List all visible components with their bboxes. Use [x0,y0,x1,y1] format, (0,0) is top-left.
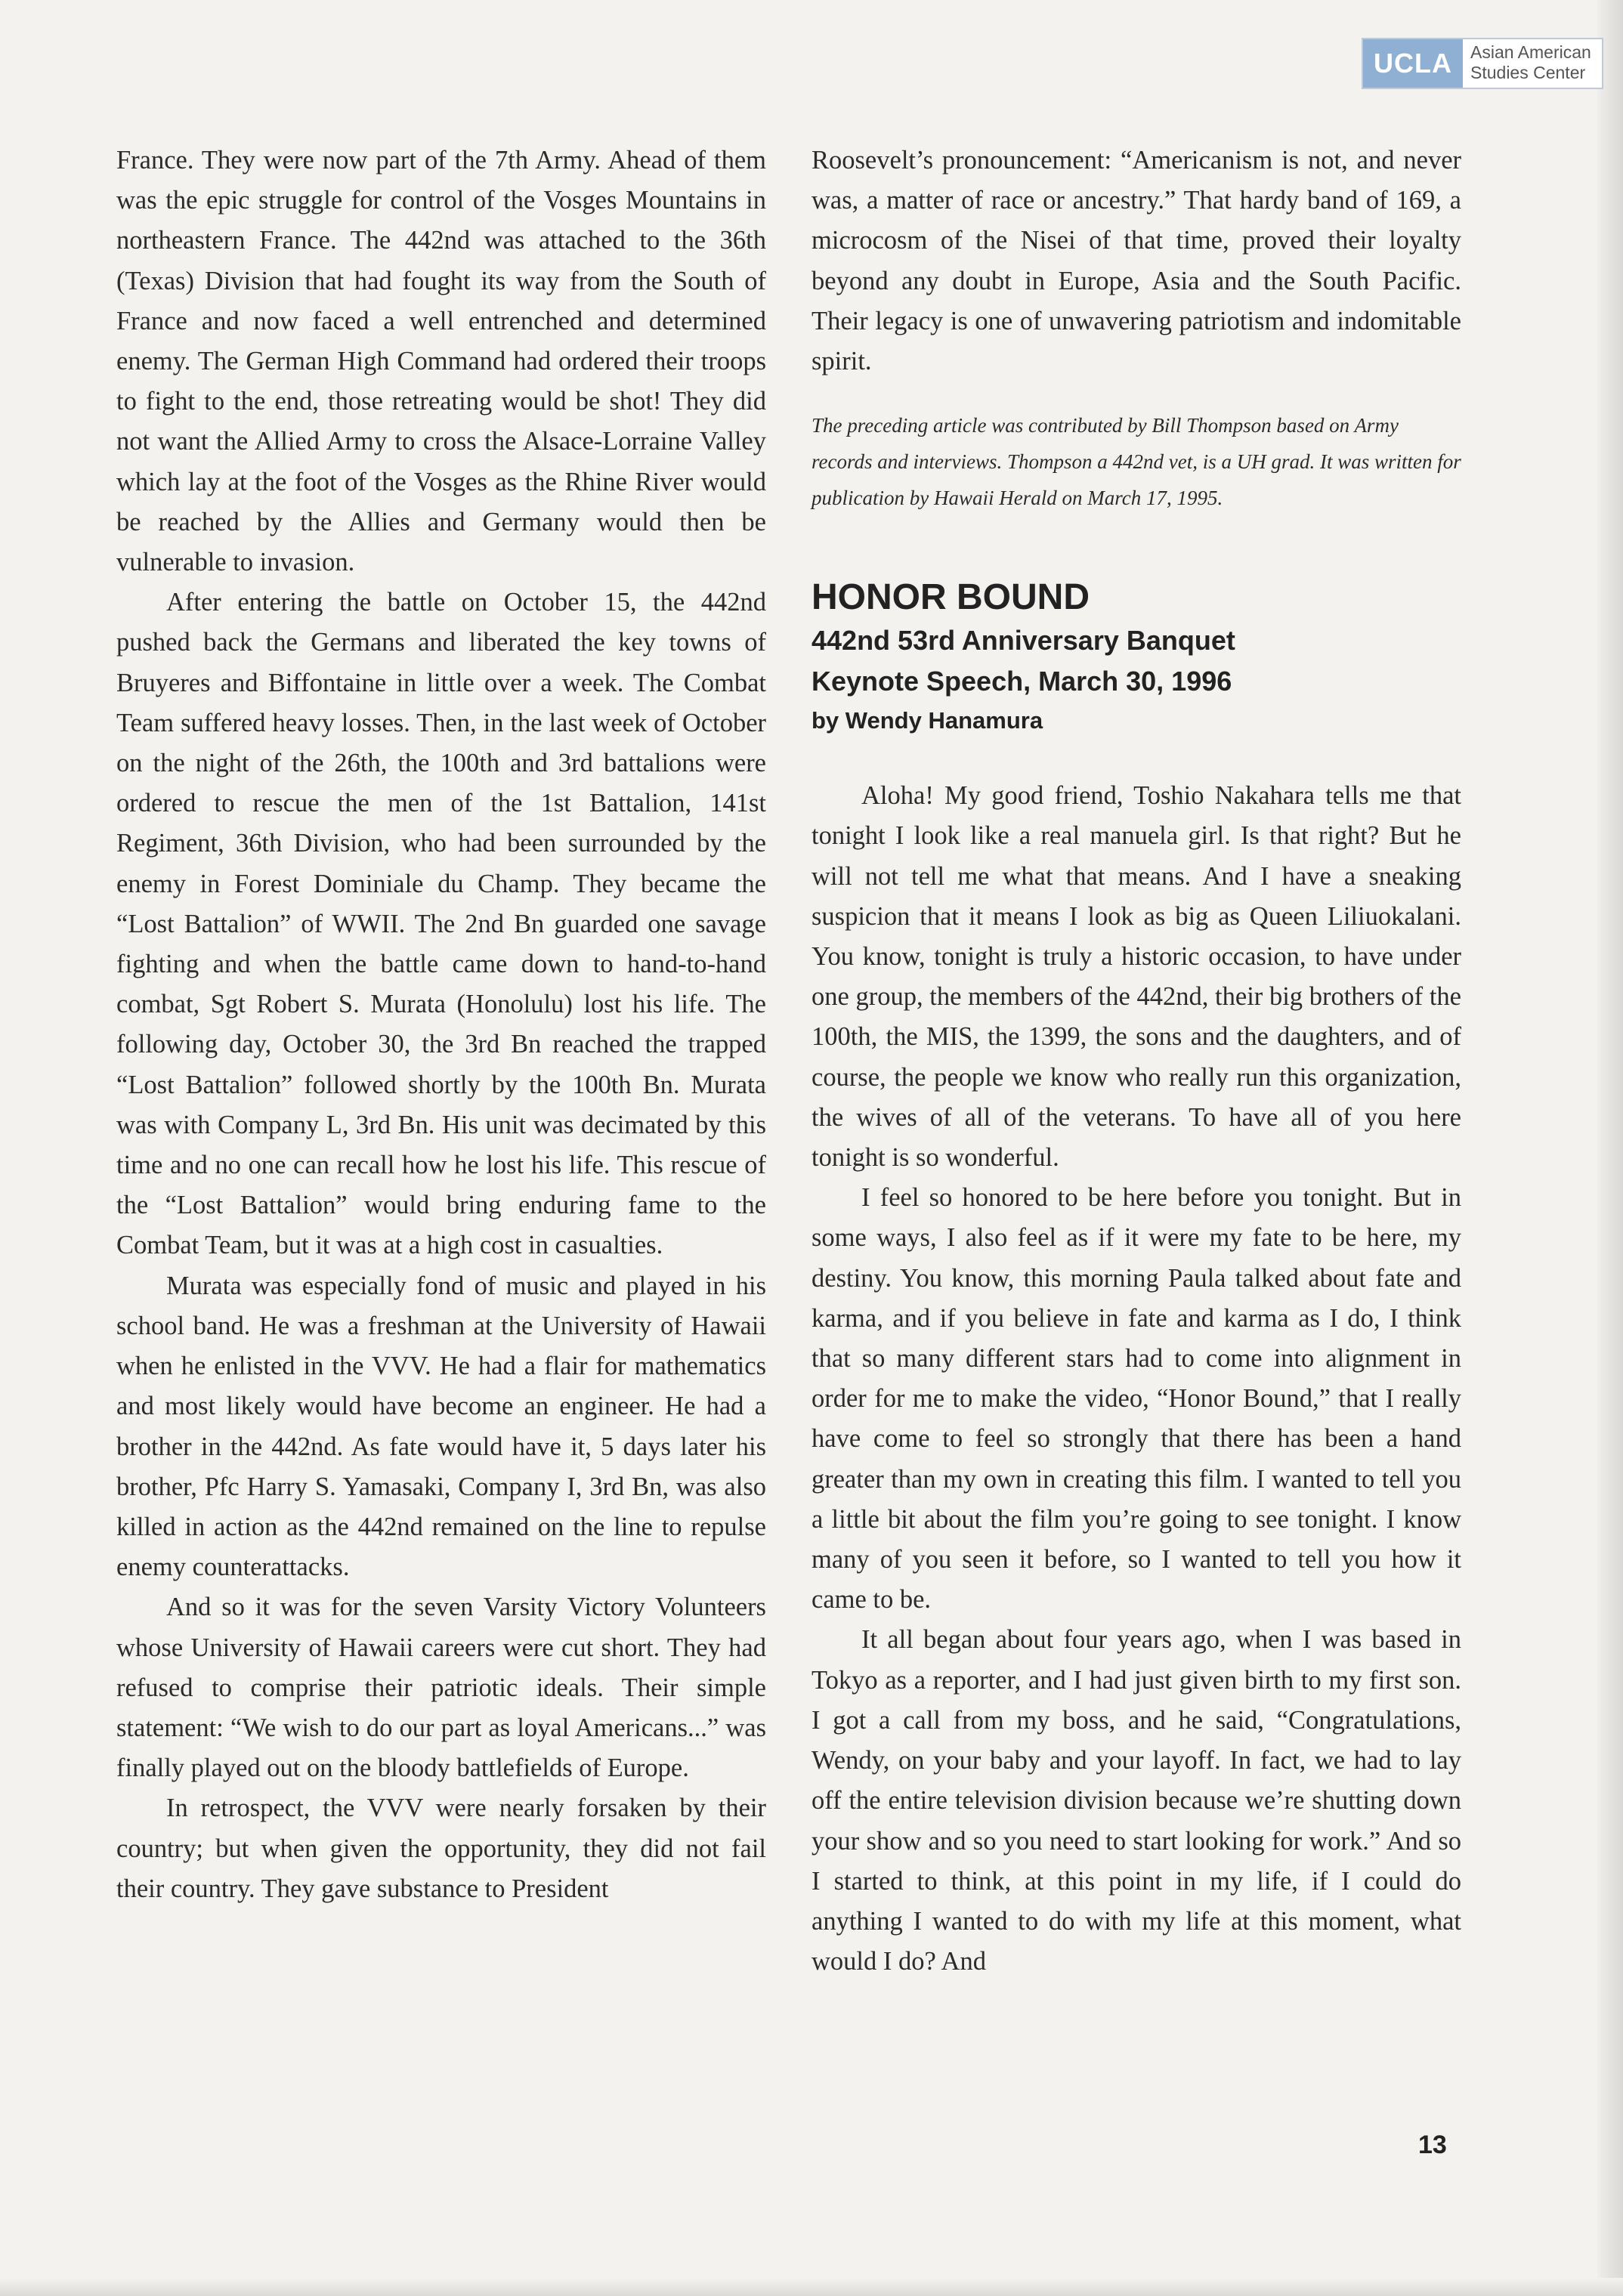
page-number: 13 [1418,2131,1447,2159]
logo-brand: UCLA [1363,39,1463,88]
logo-line-2: Studies Center [1470,63,1586,82]
left-paragraph-5: In retrospect, the VVV were nearly forsaken by their country; but when given the opportunity, they did not fail their country. They gave substance to President [116,1794,766,1903]
speech-paragraph-3: It all began about four years ago, when I was based in Tokyo as a reporter, and I had just given birth to my first son. I got a call from my boss, and he said, “Congratulations, Wendy, on your baby and your layoff. In fact, we had to lay off the entire television division because we’re shutting down your show and so you need to start looking for work.” And so I started to think, at this point in my life, if I could do anything I wanted to do with my life at this moment, what would I do? And [812,1625,1461,1976]
logo-line-1: Asian American [1470,42,1591,62]
speech-paragraph-1: Aloha! My good friend, Toshio Nakahara tells me that tonight I look like a real manuela girl. Is that right? But he will not tell me what that means. And I have a sneaking suspicion that it means I look as big as Queen Liliuokalani. You know, tonight is truly a historic occasion, to have under one group, the members of the 442nd, their big brothers of the 100th, the MIS, the 1399, the sons and the daughters, and of course, the people we know who really run this organization, the wives of all of the veterans. To have all of you here tonight is so wonderful. [812,781,1461,1173]
left-paragraph-2: After entering the battle on October 15, the 442nd pushed back the Germans and liberated the key towns of Bruyeres and Biffontaine in little over a week. The Combat Team suffered heavy losses. Then, in the last week of October on the night of the 26th, the 100th and 3rd battalions were ordered to rescue the men of the 1st Battalion, 141st Regiment, 36th Division, who had been surrounded by the enemy in Forest Dominiale du Champ. They became the “Lost Battalion” of WWII. The 2nd Bn guarded one savage fighting and when the battle came down to hand-to-hand combat, Sgt Robert S. Murata (Honolulu) lost his life. The following day, October 30, the 3rd Bn reached the trapped “Lost Battalion” followed shortly by the 100th Bn. Murata was with Company L, 3rd Bn. His unit was decimated by this time and no one can recall how he lost his life. This rescue of the “Lost Battalion” would bring enduring fame to the Combat Team, but it was at a high cost in casualties. [116,588,766,1260]
logo-caption [1463,39,1602,88]
page-edge-shadow [1597,0,1623,2296]
left-column [116,141,766,1909]
article-byline: by Wendy Hanamura [812,707,1043,734]
page-bottom-shadow [0,2278,1623,2296]
article-credit: The preceding article was contributed by Bill Thompson based on Army records and interviews. Thompson a 442nd vet, is a UH grad. It was written for publication by Hawaii Herald on March 17, 1995. [812,414,1461,510]
left-paragraph-4: And so it was for the seven Varsity Victory Volunteers whose University of Hawaii careers were cut short. They had refused to comprise their patriotic ideals. Their simple statement: “We wish to do our part as loyal Americans...” was finally played out on the bloody battlefields of Europe. [116,1593,766,1783]
article-headline: HONOR BOUND [812,577,1090,618]
left-paragraph-3: Murata was especially fond of music and played in his school band. He was a freshman at the University of Hawaii when he enlisted in the VVV. He had a flair for mathematics and most likely would have become an engineer. He had a brother in the 442nd. As fate would have it, 5 days later his brother, Pfc Harry S. Yamasaki, Company I, 3rd Bn, was also killed in action as the 442nd remained on the line to repulse enemy counterattacks. [116,1271,766,1582]
article-subhead-2: Keynote Speech, March 30, 1996 [812,666,1232,697]
ucla-aasc-logo [1362,38,1603,89]
article-subhead-1: 442nd 53rd Anniversary Banquet [812,625,1235,657]
speech-paragraph-2: I feel so honored to be here before you tonight. But in some ways, I also feel as if it were my fate to be here, my destiny. You know, this morning Paula talked about fate and karma, and if you believe in fate and karma as I do, I think that so many different stars had to come into alignment in order for me to make the video, “Honor Bound,” that I really have come to feel so strongly that there has been a hand greater than my own in creating this film. I wanted to tell you a little bit about the film you’re going to see tonight. I know many of you seen it before, so I wanted to tell you how it came to be. [812,1183,1461,1615]
right-intro-paragraph: Roosevelt’s pronouncement: “Americanism is not, and never was, a matter of race or ancestry.” That hardy band of 169, a microcosm of the Nisei of that time, proved their loyalty beyond any doubt in Europe, Asia and the South Pacific. Their legacy is one of unwavering patriotism and indomitable spirit. [812,146,1461,376]
right-column [812,141,1461,1982]
left-paragraph-1: France. They were now part of the 7th Army. Ahead of them was the epic struggle for control of the Vosges Mountains in northeastern France. The 442nd was attached to the 36th (Texas) Division that had fought its way from the South of France and now faced a well entrenched and determined enemy. The German High Command had ordered their troops to fight to the end, those retreating would be shot! They did not want the Allied Army to cross the Alsace-Lorraine Valley which lay at the foot of the Vosges as the Rhine River would be reached by the Allies and Germany would then be vulnerable to invasion. [116,146,766,577]
